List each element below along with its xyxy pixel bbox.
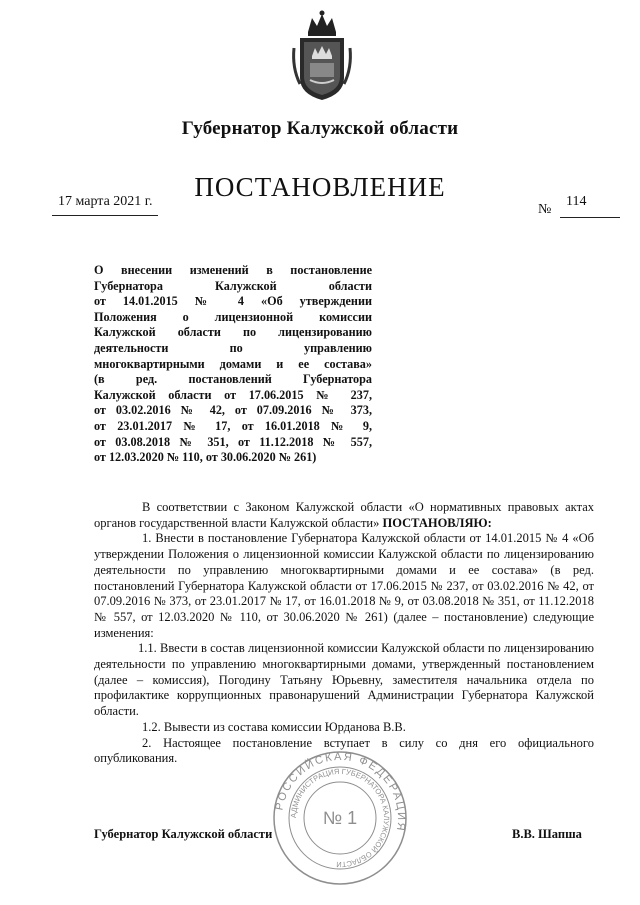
subject-line: Калужской области от 17.06.2015 № 237, bbox=[94, 387, 372, 402]
official-stamp bbox=[270, 748, 410, 888]
signature-name: В.В. Шапша bbox=[512, 827, 582, 841]
stamp-center-number: № 1 bbox=[322, 808, 358, 828]
item-1-2: 1.2. Вывести из состава комиссии Юрданова В.В. bbox=[142, 719, 406, 734]
subject-line: Калужской области по лицензированию bbox=[94, 325, 372, 340]
preamble-paragraph bbox=[94, 500, 594, 531]
item-2: 2. Настоящее постановление вступает в силу со дня его официального опубликования. bbox=[94, 735, 594, 766]
subject-line: от 12.03.2020 № 110, от 30.06.2020 № 261) bbox=[94, 450, 317, 465]
subject-line: (в ред. постановлений Губернатора bbox=[94, 372, 372, 387]
document-number: 114 bbox=[566, 194, 587, 209]
document-type-title: ПОСТАНОВЛЕНИЕ bbox=[194, 172, 446, 202]
subject-line: от 14.01.2015 № 4 «Об утверждении bbox=[94, 294, 372, 309]
subject-line: от 03.08.2018 № 351, от 11.12.2018 № 557, bbox=[94, 434, 372, 449]
coat-of-arms-emblem bbox=[290, 8, 354, 102]
subject-line: Губернатора Калужской области bbox=[94, 278, 372, 293]
document-date: 17 марта 2021 г. bbox=[58, 194, 153, 209]
issuing-authority: Губернатор Калужской области bbox=[181, 118, 459, 139]
document-subject bbox=[94, 263, 372, 466]
date-underline bbox=[52, 215, 158, 216]
number-sign: № bbox=[538, 202, 552, 217]
document-body bbox=[94, 500, 594, 767]
subject-line: О внесении изменений в постановление bbox=[94, 263, 372, 277]
subject-line: от 23.01.2017 № 17, от 16.01.2018 № 9, bbox=[94, 418, 372, 433]
preamble-text: В соответствии с Законом Калужской области «О нормативных правовых актах органов государственной власти Калужской области» bbox=[94, 500, 594, 530]
subject-line: многоквартирными домами и ее состава» bbox=[94, 356, 372, 371]
stamp-inner-text: АДМИНИСТРАЦИЯ ГУБЕРНАТОРА КАЛУЖСКОЙ ОБЛАСТИ bbox=[288, 766, 392, 870]
stamp-outer-text: РОССИЙСКАЯ ФЕДЕРАЦИЯ bbox=[273, 750, 408, 834]
resolve-word: ПОСТАНОВЛЯЮ: bbox=[382, 515, 492, 530]
number-underline bbox=[560, 217, 620, 218]
subject-line: от 03.02.2016 № 42, от 07.09.2016 № 373, bbox=[94, 403, 372, 418]
signature-position: Губернатор Калужской области bbox=[94, 827, 273, 841]
subject-line: деятельности по управлению bbox=[94, 340, 372, 355]
item-1-1: 1.1. Ввести в состав лицензионной комиссии Калужской области по лицензированию деятельности по управлению многоквартирными домами, утвержденный постановлением (далее – комиссия), Погодину Татьяну Юрьевну, заместителя начальника отдела по профилактике коррупционных правонарушений Администрации Губернатора Калужской области. bbox=[94, 641, 594, 719]
item-1: 1. Внести в постановление Губернатора Калужской области от 14.01.2015 № 4 «Об утверждении Положения о лицензионной комиссии Калужской области по лицензированию деятельности по управлению многоквартирными домами и ее состава» (в ред. постановлений Губернатора Калужской области от 17.06.2015 № 237, от 03.02.2016 № 42, от 07.09.2016 № 373, от 23.01.2017 № 17, от 16.01.2018 № 9, от 03.08.2018 № 351, от 11.12.2018 № 557, от 12.03.2020 № 110, от 30.06.2020 № 261) (далее – постановление) следующие изменения: bbox=[94, 531, 594, 640]
subject-line: Положения о лицензионной комиссии bbox=[94, 309, 372, 324]
